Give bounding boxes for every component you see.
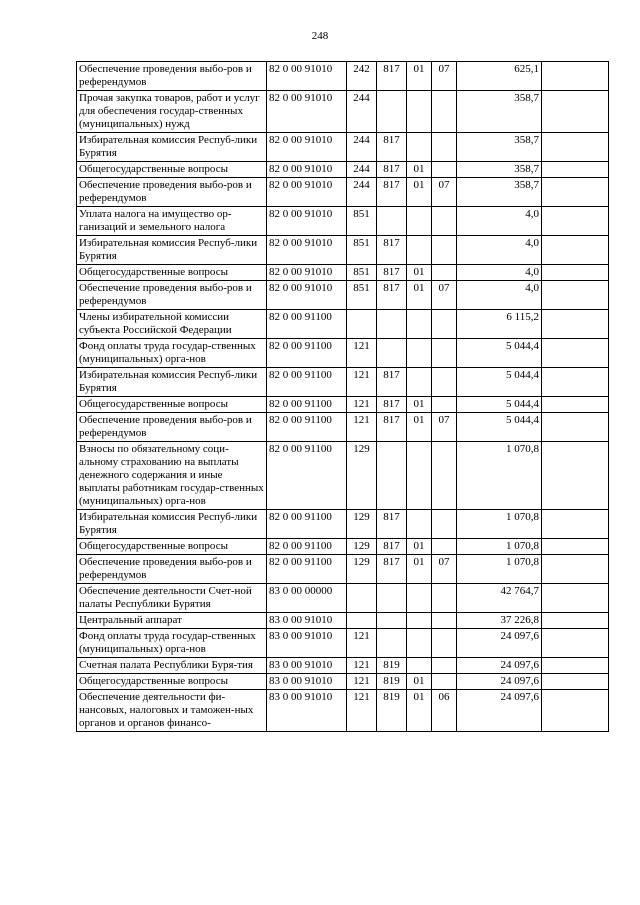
row-section-cell: 01 bbox=[407, 674, 432, 690]
row-name-cell: Избирательная комиссия Респуб-лики Бурятия bbox=[77, 236, 267, 265]
row-section-cell: 01 bbox=[407, 178, 432, 207]
row-amount-cell: 37 226,8 bbox=[457, 613, 542, 629]
row-name-cell: Общегосударственные вопросы bbox=[77, 265, 267, 281]
row-subsection-cell: 07 bbox=[432, 413, 457, 442]
row-amount-cell: 6 115,2 bbox=[457, 310, 542, 339]
row-empty-cell bbox=[542, 510, 609, 539]
table-row bbox=[77, 339, 609, 368]
row-expense-type-cell: 121 bbox=[347, 397, 377, 413]
row-amount-cell: 358,7 bbox=[457, 91, 542, 133]
row-amount-cell: 625,1 bbox=[457, 62, 542, 91]
row-section-cell: 01 bbox=[407, 555, 432, 584]
table-row bbox=[77, 162, 609, 178]
row-admin-code-cell: 819 bbox=[377, 690, 407, 732]
row-name-cell: Уплата налога на имущество ор-ганизаций и земельного налога bbox=[77, 207, 267, 236]
row-expense-type-cell bbox=[347, 310, 377, 339]
row-amount-cell: 5 044,4 bbox=[457, 413, 542, 442]
row-empty-cell bbox=[542, 629, 609, 658]
row-empty-cell bbox=[542, 555, 609, 584]
row-subsection-cell: 07 bbox=[432, 281, 457, 310]
row-empty-cell bbox=[542, 339, 609, 368]
row-name-cell: Фонд оплаты труда государ-ственных (муниципальных) орга-нов bbox=[77, 339, 267, 368]
row-subsection-cell bbox=[432, 584, 457, 613]
table-row bbox=[77, 555, 609, 584]
row-amount-cell: 4,0 bbox=[457, 207, 542, 236]
row-subsection-cell bbox=[432, 658, 457, 674]
row-name-cell: Общегосударственные вопросы bbox=[77, 539, 267, 555]
row-subsection-cell bbox=[432, 613, 457, 629]
row-admin-code-cell bbox=[377, 339, 407, 368]
row-expense-type-cell: 244 bbox=[347, 178, 377, 207]
row-subsection-cell bbox=[432, 442, 457, 510]
row-section-cell bbox=[407, 510, 432, 539]
row-subsection-cell bbox=[432, 397, 457, 413]
row-code-cell: 82 0 00 91100 bbox=[267, 368, 347, 397]
row-name-cell: Обеспечение деятельности фи-нансовых, налоговых и таможен-ных органов и органов финансо- bbox=[77, 690, 267, 732]
row-admin-code-cell bbox=[377, 310, 407, 339]
row-name-cell: Обеспечение деятельности Счет-ной палаты Республики Бурятия bbox=[77, 584, 267, 613]
row-code-cell: 82 0 00 91010 bbox=[267, 236, 347, 265]
row-expense-type-cell: 121 bbox=[347, 629, 377, 658]
row-name-cell: Общегосударственные вопросы bbox=[77, 162, 267, 178]
row-section-cell bbox=[407, 339, 432, 368]
row-admin-code-cell: 817 bbox=[377, 178, 407, 207]
row-amount-cell: 4,0 bbox=[457, 236, 542, 265]
row-code-cell: 82 0 00 91100 bbox=[267, 442, 347, 510]
row-name-cell: Обеспечение проведения выбо-ров и референдумов bbox=[77, 178, 267, 207]
row-empty-cell bbox=[542, 413, 609, 442]
row-subsection-cell bbox=[432, 265, 457, 281]
row-admin-code-cell bbox=[377, 584, 407, 613]
row-amount-cell: 358,7 bbox=[457, 162, 542, 178]
table-row bbox=[77, 413, 609, 442]
row-section-cell bbox=[407, 584, 432, 613]
table-row bbox=[77, 207, 609, 236]
row-section-cell: 01 bbox=[407, 62, 432, 91]
table-row bbox=[77, 613, 609, 629]
row-admin-code-cell: 817 bbox=[377, 281, 407, 310]
row-expense-type-cell: 244 bbox=[347, 162, 377, 178]
row-empty-cell bbox=[542, 265, 609, 281]
row-subsection-cell: 07 bbox=[432, 178, 457, 207]
row-empty-cell bbox=[542, 178, 609, 207]
row-empty-cell bbox=[542, 674, 609, 690]
row-amount-cell: 1 070,8 bbox=[457, 539, 542, 555]
row-name-cell: Обеспечение проведения выбо-ров и референдумов bbox=[77, 281, 267, 310]
row-section-cell: 01 bbox=[407, 539, 432, 555]
row-admin-code-cell bbox=[377, 629, 407, 658]
row-section-cell: 01 bbox=[407, 397, 432, 413]
row-code-cell: 82 0 00 91010 bbox=[267, 133, 347, 162]
row-expense-type-cell: 121 bbox=[347, 368, 377, 397]
row-amount-cell: 5 044,4 bbox=[457, 397, 542, 413]
row-empty-cell bbox=[542, 397, 609, 413]
row-empty-cell bbox=[542, 584, 609, 613]
row-section-cell bbox=[407, 629, 432, 658]
row-admin-code-cell bbox=[377, 91, 407, 133]
row-admin-code-cell: 817 bbox=[377, 510, 407, 539]
row-section-cell: 01 bbox=[407, 265, 432, 281]
row-name-cell: Избирательная комиссия Респуб-лики Бурятия bbox=[77, 368, 267, 397]
row-section-cell bbox=[407, 658, 432, 674]
row-expense-type-cell: 244 bbox=[347, 91, 377, 133]
row-amount-cell: 1 070,8 bbox=[457, 442, 542, 510]
budget-table bbox=[76, 61, 609, 732]
row-admin-code-cell: 817 bbox=[377, 265, 407, 281]
row-amount-cell: 42 764,7 bbox=[457, 584, 542, 613]
row-amount-cell: 24 097,6 bbox=[457, 674, 542, 690]
row-subsection-cell bbox=[432, 236, 457, 265]
row-subsection-cell bbox=[432, 133, 457, 162]
row-code-cell: 83 0 00 91010 bbox=[267, 690, 347, 732]
row-section-cell bbox=[407, 91, 432, 133]
table-row bbox=[77, 236, 609, 265]
row-empty-cell bbox=[542, 690, 609, 732]
row-name-cell: Центральный аппарат bbox=[77, 613, 267, 629]
row-name-cell: Счетная палата Республики Буря-тия bbox=[77, 658, 267, 674]
table-row bbox=[77, 539, 609, 555]
row-expense-type-cell: 129 bbox=[347, 555, 377, 584]
row-amount-cell: 358,7 bbox=[457, 133, 542, 162]
row-admin-code-cell: 817 bbox=[377, 555, 407, 584]
row-section-cell: 01 bbox=[407, 281, 432, 310]
row-expense-type-cell: 121 bbox=[347, 339, 377, 368]
row-expense-type-cell: 851 bbox=[347, 236, 377, 265]
row-empty-cell bbox=[542, 162, 609, 178]
row-expense-type-cell: 129 bbox=[347, 510, 377, 539]
row-section-cell bbox=[407, 310, 432, 339]
row-expense-type-cell: 121 bbox=[347, 674, 377, 690]
row-code-cell: 82 0 00 91100 bbox=[267, 555, 347, 584]
row-subsection-cell bbox=[432, 310, 457, 339]
row-subsection-cell bbox=[432, 91, 457, 133]
row-section-cell bbox=[407, 613, 432, 629]
row-amount-cell: 5 044,4 bbox=[457, 339, 542, 368]
row-empty-cell bbox=[542, 613, 609, 629]
table-row bbox=[77, 510, 609, 539]
row-subsection-cell bbox=[432, 207, 457, 236]
table-row bbox=[77, 690, 609, 732]
row-code-cell: 82 0 00 91010 bbox=[267, 91, 347, 133]
row-section-cell bbox=[407, 133, 432, 162]
row-subsection-cell bbox=[432, 510, 457, 539]
table-row bbox=[77, 265, 609, 281]
row-name-cell: Избирательная комиссия Респуб-лики Бурятия bbox=[77, 133, 267, 162]
row-code-cell: 83 0 00 91010 bbox=[267, 658, 347, 674]
table-row bbox=[77, 629, 609, 658]
row-code-cell: 82 0 00 91100 bbox=[267, 310, 347, 339]
row-subsection-cell bbox=[432, 339, 457, 368]
row-name-cell: Члены избирательной комиссии субъекта Российской Федерации bbox=[77, 310, 267, 339]
row-section-cell: 01 bbox=[407, 162, 432, 178]
row-expense-type-cell: 129 bbox=[347, 442, 377, 510]
row-empty-cell bbox=[542, 368, 609, 397]
row-code-cell: 83 0 00 00000 bbox=[267, 584, 347, 613]
row-admin-code-cell: 817 bbox=[377, 539, 407, 555]
row-expense-type-cell: 121 bbox=[347, 690, 377, 732]
row-empty-cell bbox=[542, 236, 609, 265]
row-expense-type-cell: 851 bbox=[347, 265, 377, 281]
row-code-cell: 82 0 00 91010 bbox=[267, 281, 347, 310]
row-amount-cell: 358,7 bbox=[457, 178, 542, 207]
row-section-cell bbox=[407, 236, 432, 265]
row-code-cell: 83 0 00 91010 bbox=[267, 613, 347, 629]
row-code-cell: 82 0 00 91010 bbox=[267, 162, 347, 178]
row-empty-cell bbox=[542, 207, 609, 236]
row-expense-type-cell bbox=[347, 584, 377, 613]
table-row bbox=[77, 368, 609, 397]
table-row bbox=[77, 178, 609, 207]
table-row bbox=[77, 442, 609, 510]
row-empty-cell bbox=[542, 442, 609, 510]
table-row bbox=[77, 658, 609, 674]
row-admin-code-cell bbox=[377, 207, 407, 236]
row-empty-cell bbox=[542, 281, 609, 310]
row-code-cell: 83 0 00 91010 bbox=[267, 629, 347, 658]
row-amount-cell: 1 070,8 bbox=[457, 510, 542, 539]
row-empty-cell bbox=[542, 62, 609, 91]
row-expense-type-cell bbox=[347, 613, 377, 629]
row-empty-cell bbox=[542, 658, 609, 674]
row-subsection-cell bbox=[432, 629, 457, 658]
row-code-cell: 82 0 00 91010 bbox=[267, 265, 347, 281]
row-admin-code-cell: 817 bbox=[377, 368, 407, 397]
page-number: 248 bbox=[311, 30, 329, 42]
row-amount-cell: 5 044,4 bbox=[457, 368, 542, 397]
row-subsection-cell bbox=[432, 539, 457, 555]
row-admin-code-cell bbox=[377, 613, 407, 629]
row-name-cell: Общегосударственные вопросы bbox=[77, 674, 267, 690]
row-empty-cell bbox=[542, 133, 609, 162]
row-admin-code-cell bbox=[377, 442, 407, 510]
row-code-cell: 82 0 00 91010 bbox=[267, 62, 347, 91]
row-expense-type-cell: 851 bbox=[347, 281, 377, 310]
row-section-cell bbox=[407, 207, 432, 236]
table-row bbox=[77, 91, 609, 133]
row-expense-type-cell: 851 bbox=[347, 207, 377, 236]
row-code-cell: 82 0 00 91010 bbox=[267, 178, 347, 207]
row-name-cell: Прочая закупка товаров, работ и услуг для обеспечения государ-ственных (муниципальных) нужд bbox=[77, 91, 267, 133]
row-name-cell: Обеспечение проведения выбо-ров и референдумов bbox=[77, 413, 267, 442]
row-amount-cell: 24 097,6 bbox=[457, 690, 542, 732]
row-expense-type-cell: 121 bbox=[347, 658, 377, 674]
row-name-cell: Обеспечение проведения выбо-ров и референдумов bbox=[77, 62, 267, 91]
table-row bbox=[77, 133, 609, 162]
row-subsection-cell bbox=[432, 368, 457, 397]
row-subsection-cell: 06 bbox=[432, 690, 457, 732]
row-amount-cell: 4,0 bbox=[457, 281, 542, 310]
table-row bbox=[77, 397, 609, 413]
row-expense-type-cell: 129 bbox=[347, 539, 377, 555]
row-amount-cell: 4,0 bbox=[457, 265, 542, 281]
row-code-cell: 82 0 00 91100 bbox=[267, 413, 347, 442]
row-section-cell: 01 bbox=[407, 413, 432, 442]
row-admin-code-cell: 817 bbox=[377, 413, 407, 442]
row-admin-code-cell: 819 bbox=[377, 658, 407, 674]
row-admin-code-cell: 817 bbox=[377, 236, 407, 265]
table-row bbox=[77, 281, 609, 310]
row-section-cell bbox=[407, 368, 432, 397]
row-expense-type-cell: 121 bbox=[347, 413, 377, 442]
table-row bbox=[77, 310, 609, 339]
row-admin-code-cell: 817 bbox=[377, 133, 407, 162]
row-code-cell: 82 0 00 91100 bbox=[267, 510, 347, 539]
row-subsection-cell: 07 bbox=[432, 62, 457, 91]
row-section-cell bbox=[407, 442, 432, 510]
table-row bbox=[77, 584, 609, 613]
row-amount-cell: 24 097,6 bbox=[457, 629, 542, 658]
row-name-cell: Избирательная комиссия Респуб-лики Бурятия bbox=[77, 510, 267, 539]
row-code-cell: 83 0 00 91010 bbox=[267, 674, 347, 690]
table-row bbox=[77, 62, 609, 91]
row-code-cell: 82 0 00 91100 bbox=[267, 339, 347, 368]
row-subsection-cell: 07 bbox=[432, 555, 457, 584]
table-row bbox=[77, 674, 609, 690]
row-subsection-cell bbox=[432, 674, 457, 690]
row-admin-code-cell: 817 bbox=[377, 162, 407, 178]
row-empty-cell bbox=[542, 539, 609, 555]
row-expense-type-cell: 244 bbox=[347, 133, 377, 162]
row-admin-code-cell: 817 bbox=[377, 62, 407, 91]
row-name-cell: Фонд оплаты труда государ-ственных (муниципальных) орга-нов bbox=[77, 629, 267, 658]
row-empty-cell bbox=[542, 310, 609, 339]
row-empty-cell bbox=[542, 91, 609, 133]
row-code-cell: 82 0 00 91100 bbox=[267, 539, 347, 555]
row-section-cell: 01 bbox=[407, 690, 432, 732]
row-code-cell: 82 0 00 91010 bbox=[267, 207, 347, 236]
row-amount-cell: 1 070,8 bbox=[457, 555, 542, 584]
row-code-cell: 82 0 00 91100 bbox=[267, 397, 347, 413]
row-name-cell: Обеспечение проведения выбо-ров и референдумов bbox=[77, 555, 267, 584]
row-name-cell: Взносы по обязательному соци-альному страхованию на выплаты денежного содержания и иные выплаты работникам государ-ственных (муниципальных) орга-нов bbox=[77, 442, 267, 510]
row-expense-type-cell: 242 bbox=[347, 62, 377, 91]
row-amount-cell: 24 097,6 bbox=[457, 658, 542, 674]
row-subsection-cell bbox=[432, 162, 457, 178]
row-admin-code-cell: 819 bbox=[377, 674, 407, 690]
row-admin-code-cell: 817 bbox=[377, 397, 407, 413]
row-name-cell: Общегосударственные вопросы bbox=[77, 397, 267, 413]
